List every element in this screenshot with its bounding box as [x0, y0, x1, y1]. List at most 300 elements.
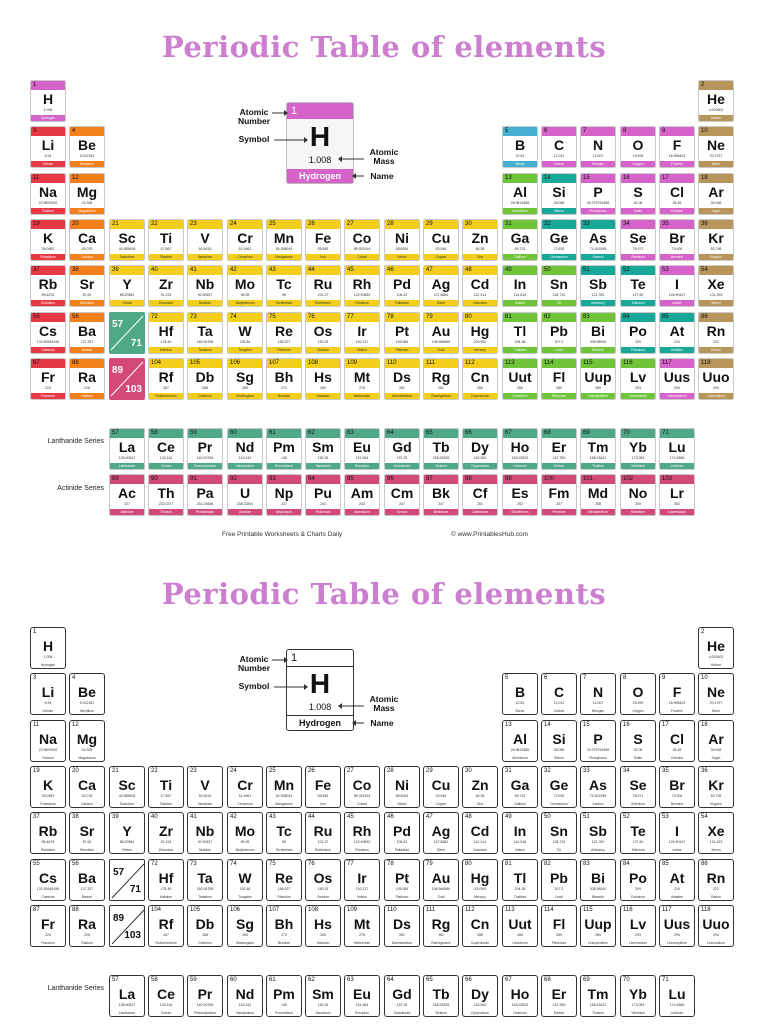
element-cell-yb — [620, 975, 656, 1017]
element-cell-at — [659, 312, 695, 354]
atomic-number: 33 — [581, 220, 615, 229]
atomic-mass: 289 — [556, 933, 562, 937]
atomic-number: 15 — [583, 722, 590, 728]
element-cell-nd — [227, 975, 263, 1017]
element-symbol: Zn — [471, 777, 489, 793]
element-cell-md — [580, 474, 616, 516]
element-symbol: Hf — [158, 323, 174, 339]
element-name: Polonium — [631, 895, 645, 899]
atomic-mass: 78.971 — [632, 247, 644, 251]
atomic-number: 80 — [465, 861, 472, 867]
atomic-number: 3 — [33, 675, 37, 681]
atomic-number: 104 — [151, 907, 162, 913]
element-symbol: Po — [629, 323, 647, 339]
element-cell-ce — [148, 975, 184, 1017]
atomic-mass: 270 — [281, 386, 287, 390]
element-name: Iodine — [660, 300, 694, 306]
atomic-mass: 132.90545196 — [36, 887, 60, 891]
element-name: Palladium — [385, 300, 419, 306]
atomic-mass: 1.008 — [43, 108, 53, 112]
element-cell-ge — [541, 219, 577, 261]
element-name: Berkelium — [424, 509, 458, 515]
element-symbol: Hs — [314, 369, 332, 385]
element-name: Platinum — [385, 347, 419, 353]
atomic-mass: 12.011 — [553, 154, 565, 158]
element-symbol: Nb — [195, 276, 215, 292]
element-cell-ir — [344, 859, 380, 901]
atomic-number: 16 — [623, 722, 630, 728]
atomic-mass: 35.45 — [672, 201, 682, 205]
element-cell-as — [580, 766, 616, 808]
element-name: Cobalt — [357, 802, 367, 806]
element-cell-rh — [344, 812, 380, 854]
atomic-mass: 140.116 — [159, 1003, 173, 1007]
element-symbol: C — [553, 137, 565, 153]
atomic-mass: 87.62 — [82, 293, 92, 297]
element-name: Gadolinium — [393, 1011, 411, 1015]
element-symbol: Pt — [395, 870, 409, 886]
atomic-mass: 112.414 — [473, 840, 487, 844]
element-name: Antimony — [591, 848, 605, 852]
atomic-mass: 145 — [281, 456, 287, 460]
atomic-number: 43 — [267, 266, 301, 275]
element-cell-fm — [541, 474, 577, 516]
key-label-symbol: Symbol — [238, 134, 270, 144]
atomic-mass: 72.630 — [553, 247, 565, 251]
atomic-number: 70 — [621, 429, 655, 438]
atomic-number: 11 — [33, 722, 40, 728]
footer-right: © www.PrintablesHub.com — [451, 531, 529, 538]
atomic-number: 105 — [188, 359, 222, 368]
atomic-number: 52 — [621, 266, 655, 275]
atomic-mass: 131.293 — [709, 293, 723, 297]
atomic-number: 59 — [190, 977, 197, 983]
element-cell-gd — [384, 975, 420, 1017]
element-name: Rhodium — [355, 848, 369, 852]
element-name: Thallium — [503, 347, 537, 353]
atomic-number: 32 — [542, 220, 576, 229]
atomic-mass: 269 — [242, 933, 248, 937]
footer-left: Free Printable Worksheets & Charts Daily — [222, 531, 343, 538]
element-name: Calcium — [81, 802, 93, 806]
element-name: Ununoctium — [699, 393, 733, 399]
element-name: Boron — [503, 161, 537, 167]
element-cell-kr — [698, 219, 734, 261]
atomic-number: 111 — [424, 359, 458, 368]
key-label-symbol: Symbol — [238, 681, 270, 691]
element-symbol: Nd — [235, 439, 255, 455]
atomic-number: 94 — [306, 475, 340, 484]
element-name: Roentgenium — [431, 941, 451, 945]
element-symbol: Uut — [508, 369, 532, 385]
atomic-number: 10 — [701, 675, 708, 681]
element-name: Gadolinium — [385, 463, 419, 469]
element-symbol: Cu — [431, 777, 451, 793]
atomic-mass: 204.38 — [514, 887, 526, 891]
element-name: Radium — [70, 393, 104, 399]
element-symbol: W — [238, 870, 252, 886]
atomic-mass: 267 — [163, 933, 169, 937]
atomic-mass: 78.971 — [632, 794, 644, 798]
element-name: Meitnerium — [353, 941, 371, 945]
element-name: Nitrogen — [591, 709, 605, 713]
element-symbol: Xe — [707, 823, 725, 839]
atomic-mass: 192.217 — [355, 340, 369, 344]
atomic-mass: 178.49 — [160, 887, 172, 891]
element-cell-ce — [148, 428, 184, 470]
atomic-number: 70 — [623, 977, 630, 983]
atomic-number: 90 — [149, 475, 183, 484]
atomic-number: 114 — [542, 359, 576, 368]
element-cell-cm — [384, 474, 420, 516]
element-symbol: Db — [195, 916, 215, 932]
atomic-number: 109 — [347, 907, 358, 913]
atomic-number: 81 — [505, 861, 512, 867]
atomic-mass: 150.36 — [317, 456, 329, 460]
atomic-number: 95 — [345, 475, 379, 484]
atomic-mass: 54.938044 — [275, 247, 293, 251]
element-cell-ds — [384, 905, 420, 947]
element-symbol: Ta — [197, 323, 213, 339]
atomic-number: 57 — [110, 429, 144, 438]
element-symbol: Rg — [431, 916, 451, 932]
atomic-mass: 144.242 — [238, 456, 252, 460]
atomic-mass: 40.078 — [81, 247, 93, 251]
element-symbol: I — [675, 276, 679, 292]
element-cell-hs — [305, 358, 341, 400]
element-symbol: Ag — [431, 823, 451, 839]
atomic-number: 42 — [230, 814, 237, 820]
element-cell-zr — [148, 265, 184, 307]
element-cell-ni — [384, 766, 420, 808]
element-cell-db — [187, 358, 223, 400]
atomic-number: 26 — [306, 220, 340, 229]
element-name: Thorium — [149, 509, 183, 515]
element-cell-pd — [384, 812, 420, 854]
element-name: Beryllium — [70, 161, 104, 167]
element-name: Hafnium — [149, 347, 183, 353]
atomic-number: 114 — [544, 907, 554, 913]
atomic-number: 73 — [188, 313, 222, 322]
element-cell-k — [30, 766, 66, 808]
element-name: Dubnium — [188, 393, 222, 399]
element-cell-fr — [30, 358, 66, 400]
element-cell-fe — [305, 219, 341, 261]
range-box-lanthanide — [109, 312, 145, 354]
range-end: 71 — [130, 338, 142, 349]
atomic-mass: 118.710 — [552, 840, 566, 844]
element-name: Nitrogen — [581, 161, 615, 167]
element-name: Niobium — [188, 300, 222, 306]
element-symbol: Ds — [393, 369, 411, 385]
atomic-mass: 10.81 — [515, 154, 525, 158]
element-cell-sn — [541, 265, 577, 307]
element-symbol: Zr — [159, 276, 173, 292]
atomic-number: 21 — [110, 220, 144, 229]
atomic-mass: 207.2 — [554, 340, 564, 344]
element-name: Tantalum — [188, 347, 222, 353]
element-name: Iron — [306, 254, 340, 260]
atomic-mass: 231.03588 — [196, 502, 214, 506]
atomic-mass: 20.1797 — [709, 701, 723, 705]
atomic-number: 111 — [426, 907, 436, 913]
atomic-mass: 12.011 — [553, 701, 565, 705]
element-name: Germanium — [542, 254, 576, 260]
element-symbol: Hs — [314, 916, 332, 932]
element-cell-hs — [305, 905, 341, 947]
atomic-number: 117 — [660, 359, 694, 368]
atomic-mass: 32.06 — [633, 748, 643, 752]
atomic-mass: 24.305 — [81, 201, 93, 205]
lanthanide-series-label: Lanthanide Series — [47, 438, 104, 445]
element-name: Platinum — [395, 895, 409, 899]
atomic-number: 38 — [72, 814, 79, 820]
element-name: Magnesium — [70, 208, 104, 214]
element-name: Niobium — [198, 848, 212, 852]
element-symbol: F — [672, 684, 682, 700]
element-symbol: Er — [551, 986, 567, 1002]
element-symbol: Na — [39, 731, 57, 747]
atomic-mass: 209 — [635, 887, 641, 891]
element-cell-ag — [423, 265, 459, 307]
atomic-number: 86 — [701, 861, 708, 867]
element-cell-lv — [620, 905, 656, 947]
element-symbol: Uus — [663, 916, 691, 932]
atomic-number: 115 — [583, 907, 593, 913]
range-end: 103 — [125, 384, 142, 395]
atomic-number: 10 — [699, 127, 733, 136]
atomic-mass: 127.60 — [632, 293, 644, 297]
atomic-mass: 286 — [517, 933, 523, 937]
atomic-number: 2 — [701, 629, 705, 635]
atomic-mass: 83.798 — [710, 794, 722, 798]
atomic-mass: 54.938044 — [275, 794, 293, 798]
element-symbol: Uup — [584, 369, 612, 385]
element-symbol: Pd — [393, 276, 411, 292]
atomic-number: 83 — [583, 861, 590, 867]
atomic-number: 35 — [662, 768, 669, 774]
element-cell-pm — [266, 428, 302, 470]
element-symbol: Cs — [39, 323, 57, 339]
element-cell-dy — [462, 428, 498, 470]
atomic-number: 117 — [662, 907, 672, 913]
atomic-number: 20 — [70, 220, 104, 229]
element-name: Holmium — [513, 1011, 527, 1015]
element-name: Dysprosium — [471, 1011, 489, 1015]
atomic-mass: 192.217 — [355, 887, 369, 891]
atomic-number: 39 — [112, 814, 119, 820]
atomic-mass: 69.723 — [514, 794, 526, 798]
atomic-mass: 47.867 — [160, 794, 172, 798]
element-symbol: N — [592, 137, 604, 153]
atomic-number: 39 — [110, 266, 144, 275]
atomic-number: 40 — [151, 814, 158, 820]
element-name: Carbon — [553, 709, 565, 713]
atomic-mass: 40.078 — [81, 794, 93, 798]
element-symbol: Ho — [510, 439, 530, 455]
element-symbol: Rh — [352, 823, 372, 839]
element-cell-uus — [659, 905, 695, 947]
element-name: Silver — [436, 848, 446, 852]
element-symbol: Tm — [587, 439, 609, 455]
element-cell-am — [344, 474, 380, 516]
element-name: Erbium — [553, 1011, 565, 1015]
element-name: Potassium — [31, 254, 65, 260]
atomic-number: 34 — [623, 768, 630, 774]
element-cell-ta — [187, 312, 223, 354]
atomic-number: 46 — [387, 814, 394, 820]
atomic-number: 22 — [151, 768, 158, 774]
element-cell-in — [502, 265, 538, 307]
element-symbol: Mo — [234, 823, 256, 839]
element-cell-uut — [502, 358, 538, 400]
element-cell-zr — [148, 812, 184, 854]
element-cell-au — [423, 312, 459, 354]
atomic-mass: 208.98040 — [589, 340, 607, 344]
key-mass: 1.008 — [308, 155, 332, 165]
atomic-number: 5 — [505, 675, 509, 681]
element-cell-ni — [384, 219, 420, 261]
atomic-number: 67 — [505, 977, 512, 983]
atomic-number: 3 — [31, 127, 65, 136]
element-cell-es — [502, 474, 538, 516]
element-name: Protactinium — [188, 509, 222, 515]
atomic-mass: 222 — [713, 340, 719, 344]
element-symbol: Hf — [158, 870, 174, 886]
atomic-mass: 30.973761998 — [586, 748, 610, 752]
atomic-number: 23 — [190, 768, 197, 774]
element-cell-ir — [344, 312, 380, 354]
element-name: Ununpentium — [588, 941, 608, 945]
element-name: Strontium — [70, 300, 104, 306]
element-name: Lithium — [42, 709, 54, 713]
element-name: Selenium — [621, 254, 655, 260]
element-symbol: Ni — [395, 230, 409, 246]
element-symbol: V — [200, 230, 210, 246]
atomic-mass: 137.327 — [80, 340, 94, 344]
atomic-number: 60 — [230, 977, 237, 983]
element-name: Potassium — [40, 802, 56, 806]
element-name: Plutonium — [306, 509, 340, 515]
element-name: Terbium — [424, 463, 458, 469]
element-name: Cerium — [160, 1011, 172, 1015]
element-symbol: Y — [122, 276, 132, 292]
atomic-number: 9 — [662, 675, 666, 681]
element-name: Copernicium — [470, 941, 490, 945]
element-name: Thulium — [592, 1011, 604, 1015]
element-name: Ununtrium — [503, 393, 537, 399]
element-name: Copper — [435, 802, 447, 806]
element-symbol: Pa — [196, 485, 214, 501]
atomic-number: 116 — [621, 359, 655, 368]
element-name: Carbon — [542, 161, 576, 167]
element-symbol: Lu — [668, 439, 686, 455]
element-name: Radon — [711, 895, 721, 899]
atomic-mass: 114.818 — [513, 293, 527, 297]
element-cell-uut — [502, 905, 538, 947]
element-name: Ytterbium — [621, 463, 655, 469]
element-name: Yttrium — [121, 848, 133, 852]
element-symbol: Lv — [629, 369, 647, 385]
element-name: Francium — [41, 941, 55, 945]
atomic-mass: 20.1797 — [709, 154, 723, 158]
element-symbol: Cn — [470, 916, 490, 932]
element-symbol: La — [118, 439, 136, 455]
atomic-number: 84 — [623, 861, 630, 867]
element-symbol: Au — [431, 323, 451, 339]
atomic-mass: 55.845 — [317, 794, 329, 798]
element-name: Osmium — [306, 347, 340, 353]
element-cell-as — [580, 219, 616, 261]
element-name: Bromine — [660, 254, 694, 260]
atomic-mass: 18.998403 — [668, 701, 686, 705]
range-start: 57 — [113, 867, 125, 878]
element-cell-dy — [462, 975, 498, 1017]
element-symbol: Ne — [707, 137, 725, 153]
element-symbol: La — [118, 986, 136, 1002]
element-symbol: No — [628, 485, 648, 501]
element-symbol: At — [669, 870, 685, 886]
element-symbol: Tm — [587, 986, 609, 1002]
element-symbol: Sr — [79, 276, 95, 292]
range-start: 89 — [112, 365, 124, 376]
atomic-mass: 14.007 — [592, 701, 604, 705]
element-symbol: Cd — [470, 823, 490, 839]
element-symbol: Ta — [197, 870, 213, 886]
element-cell-se — [620, 219, 656, 261]
atomic-mass: 102.90550 — [353, 840, 371, 844]
element-symbol: Fl — [552, 369, 566, 385]
atomic-mass: 183.84 — [239, 340, 251, 344]
atomic-mass: 151.964 — [355, 456, 369, 460]
element-symbol: Pb — [550, 323, 568, 339]
element-name: Titanium — [149, 254, 183, 260]
element-symbol: Ba — [78, 870, 96, 886]
element-name: Sulfur — [621, 208, 655, 214]
atomic-mass: 63.546 — [435, 247, 447, 251]
atomic-number: 36 — [701, 768, 708, 774]
element-name: Praseodymium — [194, 1011, 216, 1015]
atomic-number: 118 — [699, 359, 733, 368]
element-name: Helium — [699, 115, 733, 121]
element-cell-uus — [659, 358, 695, 400]
element-name: Bohrium — [277, 941, 291, 945]
atomic-mass: 281 — [438, 386, 444, 390]
atomic-number: 71 — [662, 977, 669, 983]
atomic-mass: 207.2 — [554, 887, 564, 891]
element-name: Chlorine — [660, 208, 694, 214]
element-symbol: Rf — [158, 369, 174, 385]
element-name: Bismuth — [581, 347, 615, 353]
atomic-mass: 247 — [438, 502, 444, 506]
atomic-number: 40 — [149, 266, 183, 275]
atomic-mass: 9.012181 — [79, 154, 95, 158]
element-name: Xenon — [699, 300, 733, 306]
element-name: Helium — [710, 663, 722, 667]
key-label-number: Atomic Number — [237, 654, 271, 673]
element-cell-rf — [148, 905, 184, 947]
element-cell-ge — [541, 766, 577, 808]
atomic-mass: 85.4678 — [41, 840, 55, 844]
element-name: Roentgenium — [424, 393, 458, 399]
atomic-mass: 39.948 — [710, 748, 722, 752]
atomic-number: 84 — [621, 313, 655, 322]
element-name: Strontium — [79, 848, 95, 852]
atomic-number: 105 — [190, 907, 201, 913]
atomic-number: 12 — [72, 722, 79, 728]
element-cell-ti — [148, 219, 184, 261]
element-name: Selenium — [631, 802, 645, 806]
